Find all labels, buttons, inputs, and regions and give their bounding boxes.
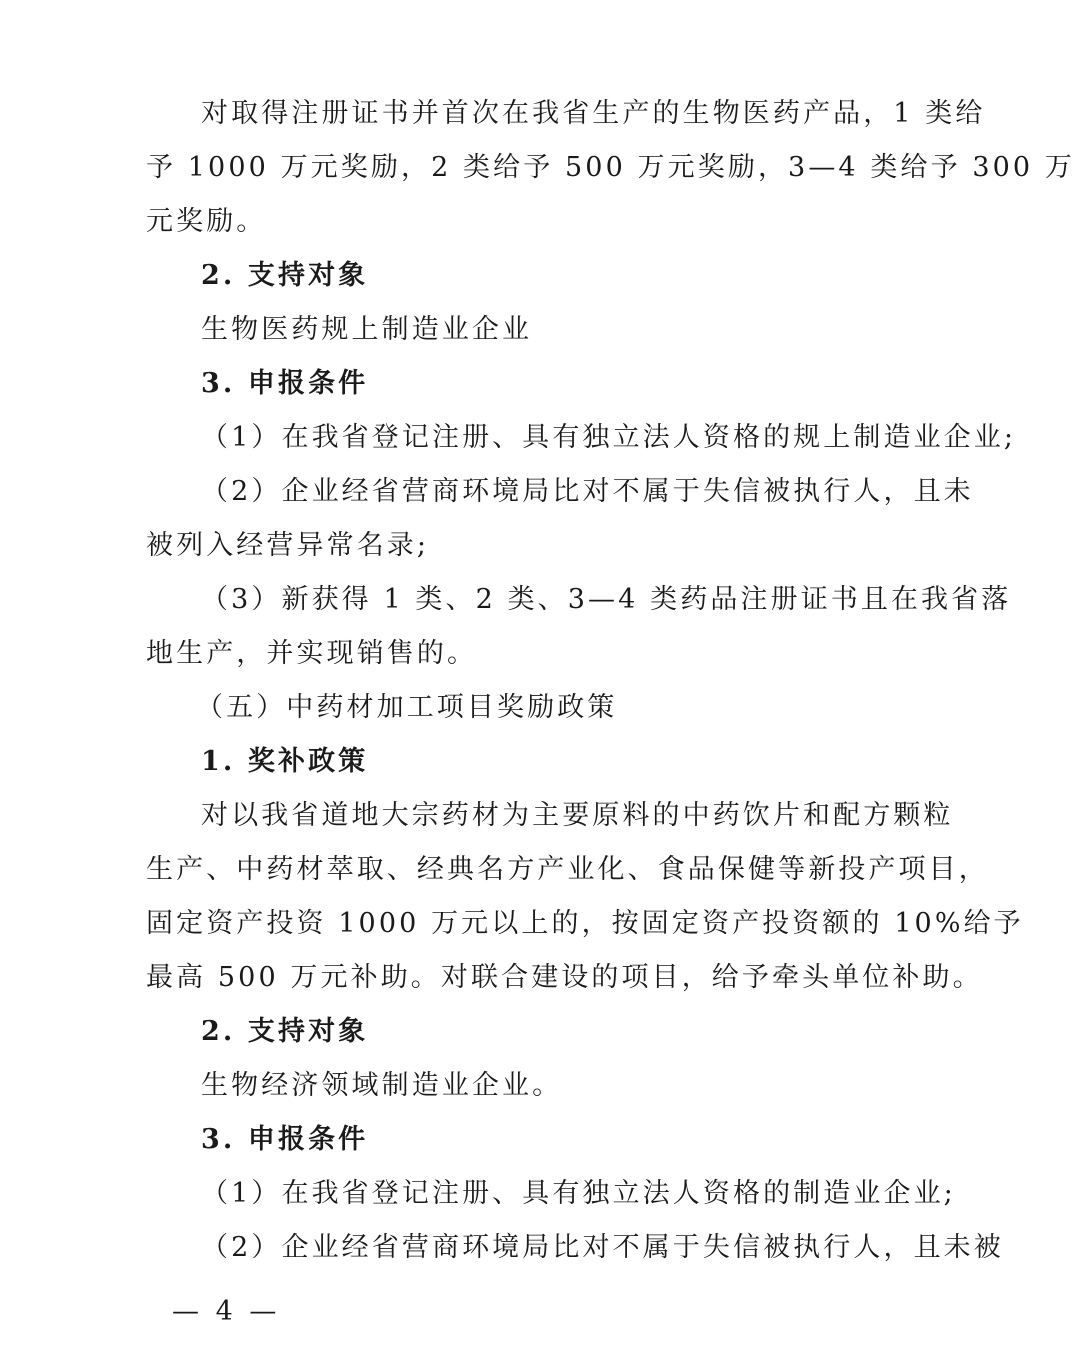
list-item: （1）在我省登记注册、具有独立法人资格的制造业企业; [201,1178,956,1209]
section-heading: 2. 支持对象 [201,260,369,291]
paragraph-line: 对以我省道地大宗药材为主要原料的中药饮片和配方颗粒 [201,800,954,831]
list-item: （1）在我省登记注册、具有独立法人资格的规上制造业企业; [201,422,1017,453]
list-item-continuation: 被列入经营异常名录; [146,530,430,561]
list-item: （2）企业经省营商环境局比对不属于失信被执行人，且未 [201,476,974,507]
list-item: （3）新获得 1 类、2 类、3—4 类药品注册证书且在我省落 [201,584,1012,615]
paragraph-line: 生产、中药材萃取、经典名方产业化、食品保健等新投产项目， [146,854,989,885]
section-heading: 2. 支持对象 [201,1016,369,1047]
paragraph-line: 予 1000 万元奖励，2 类给予 500 万元奖励，3—4 类给予 300 万 [146,152,1075,183]
section-heading: 3. 申报条件 [201,368,369,399]
section-heading: 1. 奖补政策 [201,746,369,777]
paragraph-line: 生物经济领域制造业企业。 [201,1070,563,1101]
section-heading: 3. 申报条件 [201,1124,369,1155]
paragraph-line: 最高 500 万元补助。对联合建设的项目，给予牵头单位补助。 [146,962,983,993]
paragraph-line: 生物医药规上制造业企业 [201,314,533,345]
paragraph-line: 固定资产投资 1000 万元以上的，按固定资产投资额的 10%给予 [146,908,1024,939]
list-item-continuation: 地生产，并实现销售的。 [146,638,478,669]
paragraph-line: 对取得注册证书并首次在我省生产的生物医药产品，1 类给 [201,98,986,129]
page-number: — 4 — [172,1296,281,1327]
subsection-title: （五）中药材加工项目奖励政策 [196,692,618,723]
list-item: （2）企业经省营商环境局比对不属于失信被执行人，且未被 [201,1232,1004,1263]
paragraph-line: 元奖励。 [146,206,267,237]
